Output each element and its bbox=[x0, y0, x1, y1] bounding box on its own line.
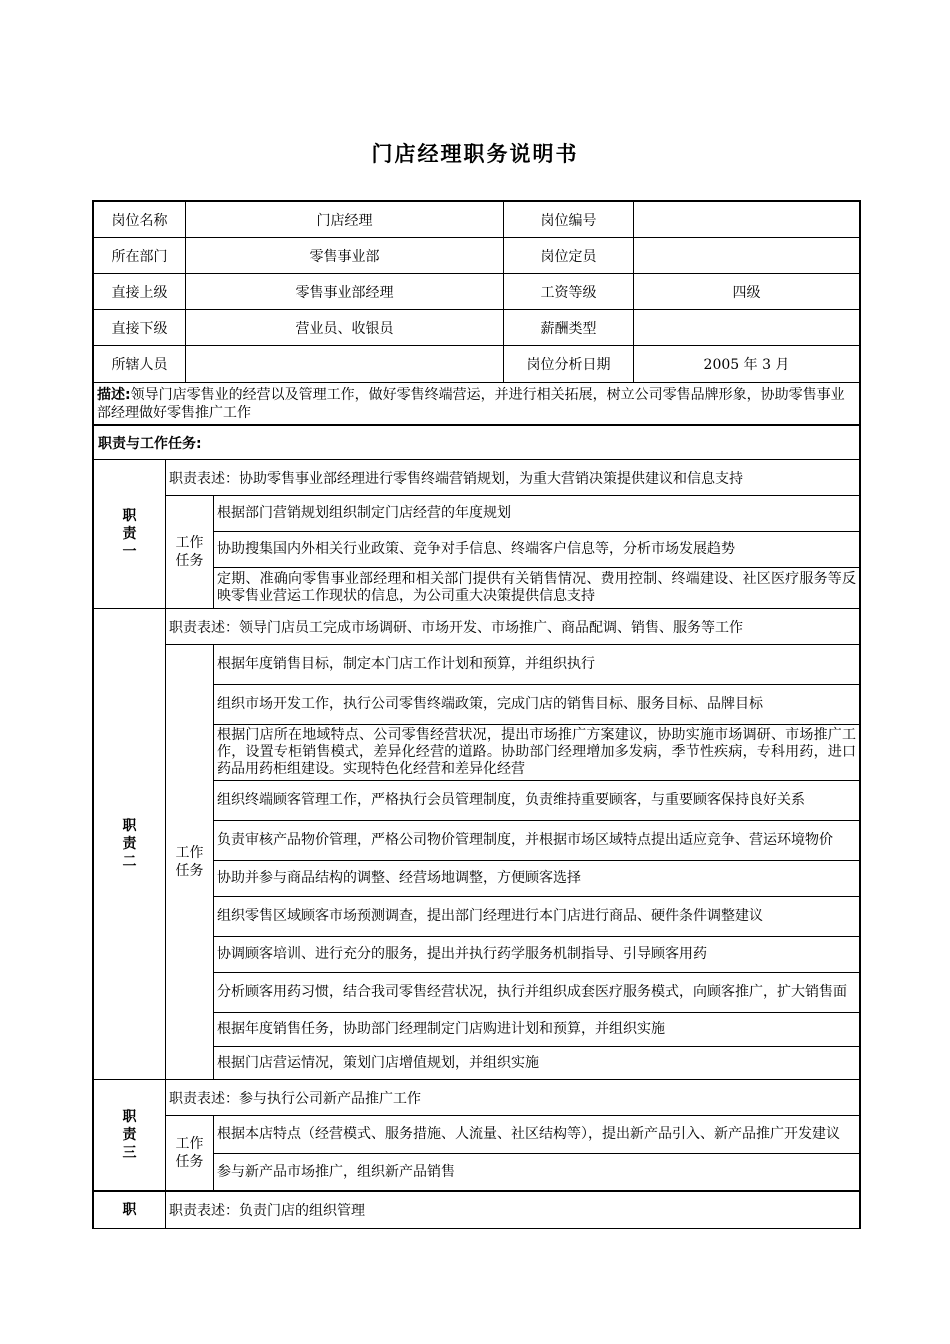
page-title: 门店经理职务说明书 bbox=[371, 142, 579, 166]
description bbox=[94, 382, 859, 426]
info-row bbox=[94, 202, 859, 238]
info-row bbox=[94, 310, 859, 346]
task-item: 组织终端顾客管理工作，严格执行会员管理制度，负责维持重要顾客，与重要顾客保持良好关系 bbox=[214, 781, 859, 821]
duty-block bbox=[94, 460, 859, 609]
task-item: 根据门店所在地域特点、公司零售经营状况，提出市场推广方案建议，协助实施市场调研、市场推广工作，设置专柜销售模式，差异化经营的道路。协助部门经理增加多发病，季节性疾病，专科用药，进口药品用药柜组建设。实现特色化经营和差异化经营 bbox=[214, 725, 859, 781]
label-department: 所在部门 bbox=[94, 238, 186, 273]
tasks-label: 工作任务 bbox=[166, 1116, 214, 1190]
task-item: 定期、准确向零售事业部经理和相关部门提供有关销售情况、费用控制、终端建设、社区医疗服务等反映零售业营运工作现状的信息，为公司重大决策提供信息支持 bbox=[217, 571, 856, 604]
task-item: 组织零售区域顾客市场预测调查，提出部门经理进行本门店进行商品、硬件条件调整建议 bbox=[214, 897, 859, 937]
description-label: 描述: bbox=[97, 387, 131, 403]
description-text: 领导门店零售业的经营以及管理工作，做好零售终端营运，并进行相关拓展，树立公司零售品牌形象，协助零售事业部经理做好零售推广工作 bbox=[97, 387, 845, 421]
value-direct-subordinate: 营业员、收银员 bbox=[186, 310, 504, 345]
tasks-label: 工作任务 bbox=[166, 645, 214, 1079]
job-description-table bbox=[92, 200, 861, 1229]
info-row bbox=[94, 238, 859, 274]
task-item: 根据部门营销规划组织制定门店经营的年度规划 bbox=[214, 496, 859, 532]
task-item: 组织市场开发工作，执行公司零售终端政策，完成门店的销售目标、服务目标、品牌目标 bbox=[214, 685, 859, 725]
task-item: 参与新产品市场推广，组织新产品销售 bbox=[217, 1163, 455, 1180]
task-item: 根据门店营运情况，策划门店增值规划，并组织实施 bbox=[217, 1054, 539, 1071]
label-staff-under: 所辖人员 bbox=[94, 346, 186, 382]
section-title: 职责与工作任务: bbox=[94, 426, 859, 460]
value-staff-under bbox=[186, 346, 504, 382]
task-item: 分析顾客用药习惯，结合我司零售经营状况，执行并组织成套医疗服务模式，向顾客推广，扩大销售面 bbox=[214, 973, 859, 1013]
label-pay-type: 薪酬类型 bbox=[504, 310, 634, 345]
task-item: 根据年度销售目标，制定本门店工作计划和预算，并组织执行 bbox=[214, 645, 859, 685]
value-analysis-date: 2005 年 3 月 bbox=[703, 357, 790, 373]
label-salary-grade: 工资等级 bbox=[504, 274, 634, 309]
value-salary-grade: 四级 bbox=[732, 284, 761, 301]
label-headcount: 岗位定员 bbox=[504, 238, 634, 273]
label-position-name: 岗位名称 bbox=[94, 202, 186, 237]
task-item: 根据年度销售任务，协助部门经理制定门店购进计划和预算，并组织实施 bbox=[214, 1013, 859, 1047]
duty-name: 职 bbox=[94, 1192, 166, 1228]
value-position-code bbox=[634, 202, 859, 237]
label-direct-subordinate: 直接下级 bbox=[94, 310, 186, 345]
task-item: 协调顾客培训、进行充分的服务，提出并执行药学服务机制指导、引导顾客用药 bbox=[214, 937, 859, 973]
info-row bbox=[94, 346, 859, 382]
task-item: 协助并参与商品结构的调整、经营场地调整，方便顾客选择 bbox=[214, 861, 859, 897]
value-pay-type bbox=[634, 310, 859, 345]
duty-statement: 职责表述：负责门店的组织管理 bbox=[169, 1203, 365, 1219]
tasks-label: 工作任务 bbox=[166, 496, 214, 608]
task-item: 根据本店特点（经营模式、服务措施、人流量、社区结构等），提出新产品引入、新产品推广开发建议 bbox=[214, 1116, 859, 1154]
task-item: 负责审核产品物价管理，严格公司物价管理制度，并根据市场区域特点提出适应竞争、营运环境物价 bbox=[214, 821, 859, 861]
duty-block bbox=[94, 1192, 859, 1229]
duty-name: 职责二 bbox=[94, 609, 166, 1079]
duty-block bbox=[94, 609, 859, 1080]
duty-statement: 职责表述：协助零售事业部经理进行零售终端营销规划，为重大营销决策提供建议和信息支持 bbox=[166, 460, 859, 496]
label-analysis-date: 岗位分析日期 bbox=[504, 346, 634, 382]
duty-name: 职责一 bbox=[94, 460, 166, 608]
value-headcount bbox=[634, 238, 859, 273]
duty-name: 职责三 bbox=[94, 1080, 166, 1190]
value-direct-superior: 零售事业部经理 bbox=[186, 274, 504, 309]
label-direct-superior: 直接上级 bbox=[94, 274, 186, 309]
duty-statement: 职责表述：参与执行公司新产品推广工作 bbox=[166, 1080, 859, 1116]
info-row bbox=[94, 274, 859, 310]
value-department: 零售事业部 bbox=[186, 238, 504, 273]
duty-statement: 职责表述：领导门店员工完成市场调研、市场开发、市场推广、商品配调、销售、服务等工作 bbox=[166, 609, 859, 645]
task-item: 协助搜集国内外相关行业政策、竞争对手信息、终端客户信息等，分析市场发展趋势 bbox=[214, 532, 859, 568]
duty-block bbox=[94, 1080, 859, 1192]
value-position-name: 门店经理 bbox=[186, 202, 504, 237]
label-position-code: 岗位编号 bbox=[504, 202, 634, 237]
